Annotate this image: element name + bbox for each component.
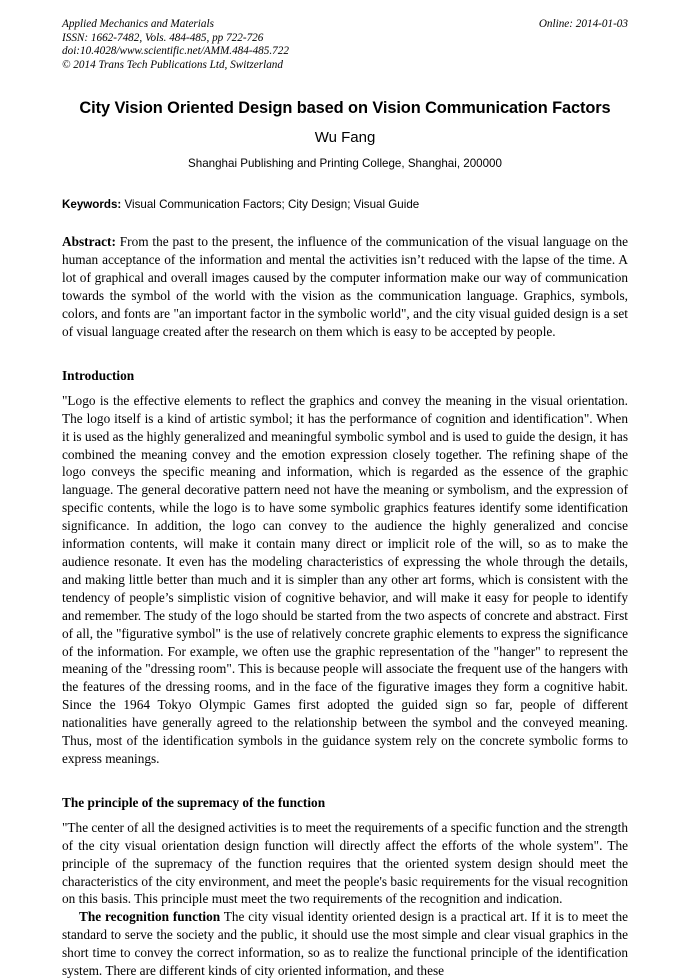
paragraph-text: "Logo is the effective elements to reflect the graphics and convey the meaning in the visual orientation. The logo itself is a kind of artistic symbol; it has the performance of cognition and identification". When it is used as the highly generalized and meaningful symbolic symbol and is used to guide the design, it has combined the meaning convey and the emotion expression closely together. The refining shape of the logo conveys the specific meaning and information, which is regarded as the essence of the graphic language. The general decorative pattern need not have the meaning or symbolism, and the expression of specific contents, while the logo is to have some symbolic graphics features identify some identification significance. In addition, the logo can convey to the audience the highly generalized and concise information contents, will make it contain many direct or implicit role of the will, so as to make the audience resonate. It even has the modeling characteristics of expressing the whole through the details, and making little better than much and it is simpler than any other art forms, which is consistent with the tendency of people’s simplistic vision of cognitive behavior, and will make it easy for people to identify and remember. The study of the logo should be started from the two aspects of concrete and abstract. First of all, the "figurative symbol" is the use of relatively concrete graphic elements to express the significance of the information. For example, we often use the graphic representation of the "hanger" to represent the meaning of the "dressing room". This is because people will associate the frequent use of the hangers with the features of the dressing rooms, and in the face of the figurative images they form a cognitive habit. Since the 1964 Tokyo Olympic Games first adopted the guided sign so far, people of different nationalities have generally agreed to the relationship between the symbol and the conveyed meaning. Thus, most of the identification symbols in the guidance system rely on the concrete symbolic forms to express meanings.: [62, 392, 628, 766]
paragraph-text: "The center of all the designed activities is to meet the requirements of a specific function and the strength of the city visual orientation design function will directly affect the efforts of the whole system". The principle of the supremacy of the function requires that the oriented system design should meet the characteristics of the city environment, and meet the people's basic requirements for the visual recognition on this basis. This principle must meet the two requirements of the recognition and indication.: [62, 819, 628, 907]
author-name: Wu Fang: [314, 129, 376, 147]
author-affiliation: Shanghai Publishing and Printing College, Shanghai, 200000: [188, 157, 502, 171]
copyright-line: © 2014 Trans Tech Publications Ltd, Switzerland: [62, 58, 283, 71]
online-date: Online: 2014-01-03: [538, 18, 628, 30]
sections-container: [62, 367, 628, 980]
body-paragraph: [62, 908, 628, 980]
abstract-label: Abstract:: [62, 234, 116, 250]
journal-name: Applied Mechanics and Materials: [62, 18, 214, 30]
issn-line: ISSN: 1662-7482, Vols. 484-485, pp 722-726: [62, 31, 264, 44]
journal-header: [62, 18, 628, 72]
page-title: City Vision Oriented Design based on Vision Communication Factors: [79, 99, 611, 118]
body-paragraph: [62, 392, 628, 768]
abstract-text: From the past to the present, the influence of the communication of the visual language on the human acceptance of the information and mental the activities isn’t reduced with the lapse of the time. A lot of graphical and overall images caused by the computer information make our way of communication towards the symbol of the world with the vision as the communication language. Graphics, symbols, colors, and fonts are "an important factor in the symbolic world", and the city visual guided design is a set of visual language created after the research on them which is easy to be accepted by people.: [62, 234, 629, 339]
paragraph-text: The city visual identity oriented design is a practical art. If it is to meet the standard to serve the society and the public, it should use the most simple and clear visual graphics in the short time to convey the correct information, so as to realize the functional principle of the identification system. There are different kinds of city oriented information, and these: [62, 909, 629, 979]
section-heading: The principle of the supremacy of the function: [62, 794, 326, 810]
keywords-value: Visual Communication Factors; City Design; Visual Guide: [124, 198, 420, 212]
doi-line: doi:10.4028/www.scientific.net/AMM.484-485.722: [62, 45, 289, 58]
abstract-paragraph: [62, 233, 628, 340]
paragraph-run-in-heading: The recognition function: [79, 909, 221, 925]
keywords-line: [62, 197, 628, 212]
section-heading: Introduction: [62, 367, 135, 383]
keywords-label: Keywords:: [62, 198, 122, 212]
body-paragraph: [62, 819, 628, 909]
